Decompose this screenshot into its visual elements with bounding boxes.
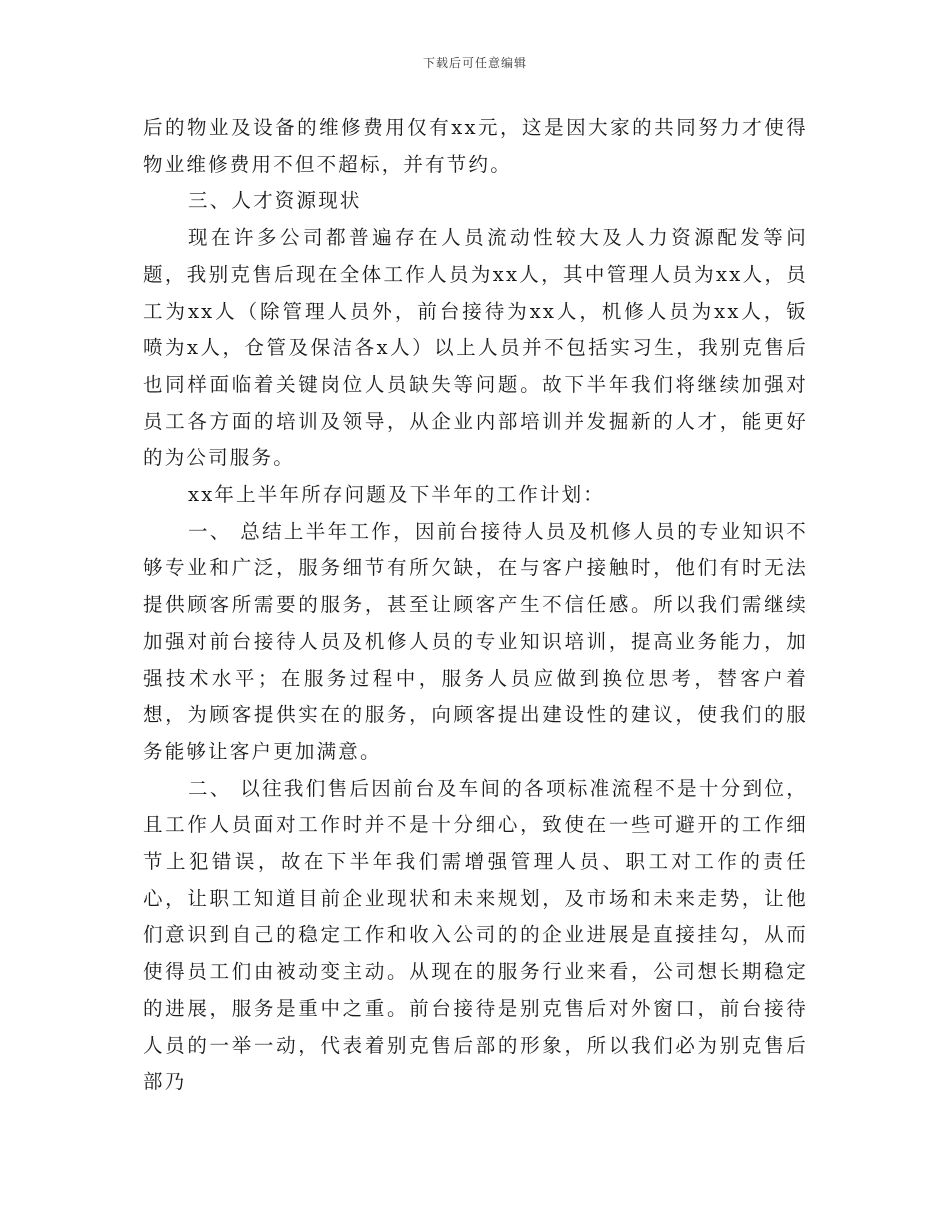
paragraph-plan-item-1: 一、 总结上半年工作，因前台接待人员及机修人员的专业知识不够专业和广泛，服务细节有所欠缺，在与客户接触时，他们有时无法提供顾客所需要的服务，甚至让顾客产生不信任感。所以我们需继续加强对前台接待人员及机修人员的专业知识培训，提高业务能力，加强技术水平；在服务过程中，服务人员应做到换位思考，替客户着想，为顾客提供实在的服务，向顾客提出建设性的建议，使我们的服务能够让客户更加满意。 bbox=[143, 519, 808, 763]
paragraph-continued: 后的物业及设备的维修费用仅有xx元，这是因大家的共同努力才使得物业维修费用不但不超标，并有节约。 bbox=[143, 116, 808, 176]
paragraph-staffing: 现在许多公司都普遍存在人员流动性较大及人力资源配发等问题，我别克售后现在全体工作人员为xx人，其中管理人员为xx人，员工为xx人（除管理人员外，前台接待为xx人，机修人员为xx人，钣喷为x人，仓管及保洁各x人）以上人员并不包括实习生，我别克售后也同样面临着关键岗位人员缺失等问题。故下半年我们将继续加强对员工各方面的培训及领导，从企业内部培训并发掘新的人才，能更好的为公司服务。 bbox=[143, 226, 808, 470]
section-heading-plan: xx年上半年所存问题及下半年的工作计划： bbox=[188, 483, 605, 507]
document-body bbox=[143, 110, 808, 1101]
page-header: 下载后可任意编辑 bbox=[422, 56, 527, 70]
paragraph-plan-item-2: 二、 以往我们售后因前台及车间的各项标准流程不是十分到位，且工作人员面对工作时并不是十分细心，致使在一些可避开的工作细节上犯错误，故在下半年我们需增强管理人员、职工对工作的责任心，让职工知道目前企业现状和未来规划，及市场和未来走势，让他们意识到自己的稳定工作和收入公司的的企业进展是直接挂勾，从而使得员工们由被动变主动。从现在的服务行业来看，公司想长期稳定的进展，服务是重中之重。前台接待是别克售后对外窗口，前台接待人员的一举一动，代表着别克售后部的形象，所以我们必为别克售后部乃 bbox=[143, 776, 808, 1094]
section-heading-talent: 三、人才资源现状 bbox=[188, 189, 362, 213]
